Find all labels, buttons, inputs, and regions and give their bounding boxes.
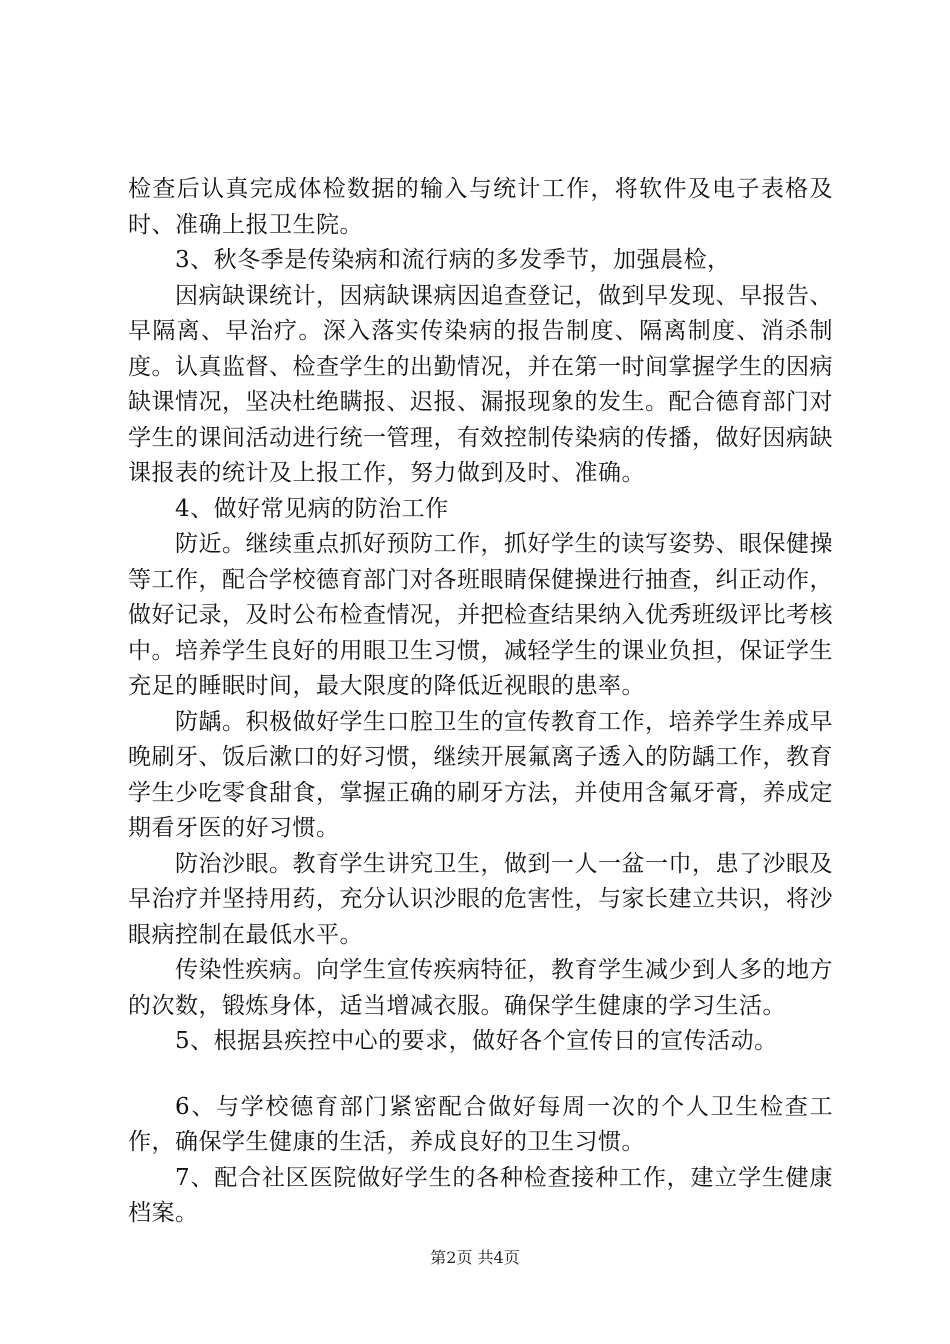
paragraph-item-5: 5、根据县疾控中心的要求，做好各个宣传日的宣传活动。: [175, 1028, 778, 1054]
paragraph-caries-prevention: 防龋。积极做好学生口腔卫生的宣传教育工作，培养学生养成早晚刷牙、饭后漱口的好习惯，继续开展氟离子透入的防龋工作，教育学生少吃零食甜食，掌握正确的刷牙方法，并使用含氟牙膏，养成定期看牙医的好习惯。: [128, 708, 833, 841]
paragraph-item-7: 7、配合社区医院做好学生的各种检查接种工作，建立学生健康档案。: [128, 1164, 833, 1226]
paragraph-continuation: 检查后认真完成体检数据的输入与统计工作，将软件及电子表格及时、准确上报卫生院。: [128, 176, 833, 238]
paragraph-item-3: 3、秋冬季是传染病和流行病的多发季节，加强晨检，: [175, 247, 731, 273]
page-footer: 第2页 共4页: [430, 1248, 520, 1267]
paragraph-item-4: 4、做好常见病的防治工作: [175, 495, 449, 522]
paragraph-myopia-prevention: 防近。继续重点抓好预防工作，抓好学生的读写姿势、眼保健操等工作，配合学校德育部门对各班眼睛保健操进行抽查，纠正动作，做好记录，及时公布检查情况，并把检查结果纳入优秀班级评比考核中。培养学生良好的用眼卫生习惯，减轻学生的课业负担，保证学生充足的睡眠时间，最大限度的降低近视眼的患率。: [128, 531, 833, 699]
paragraph-absence-statistics: 因病缺课统计，因病缺课病因追查登记，做到早发现、早报告、早隔离、早治疗。深入落实传染病的报告制度、隔离制度、消杀制度。认真监督、检查学生的出勤情况，并在第一时间掌握学生的因病缺课情况，坚决杜绝瞒报、迟报、漏报现象的发生。配合德育部门对学生的课间活动进行统一管理，有效控制传染病的传播，做好因病缺课报表的统计及上报工作，努力做到及时、准确。: [128, 282, 833, 486]
paragraph-infectious-disease: 传染性疾病。向学生宣传疾病特征，教育学生减少到人多的地方的次数，锻炼身体，适当增减衣服。确保学生健康的学习生活。: [128, 957, 833, 1019]
paragraph-trachoma-prevention: 防治沙眼。教育学生讲究卫生，做到一人一盆一巾，患了沙眼及早治疗并坚持用药，充分认识沙眼的危害性，与家长建立共识，将沙眼病控制在最低水平。: [128, 850, 833, 948]
paragraph-item-6: 6、与学校德育部门紧密配合做好每周一次的个人卫生检查工作，确保学生健康的生活，养成良好的卫生习惯。: [128, 1093, 833, 1155]
document-body: [128, 172, 833, 1232]
